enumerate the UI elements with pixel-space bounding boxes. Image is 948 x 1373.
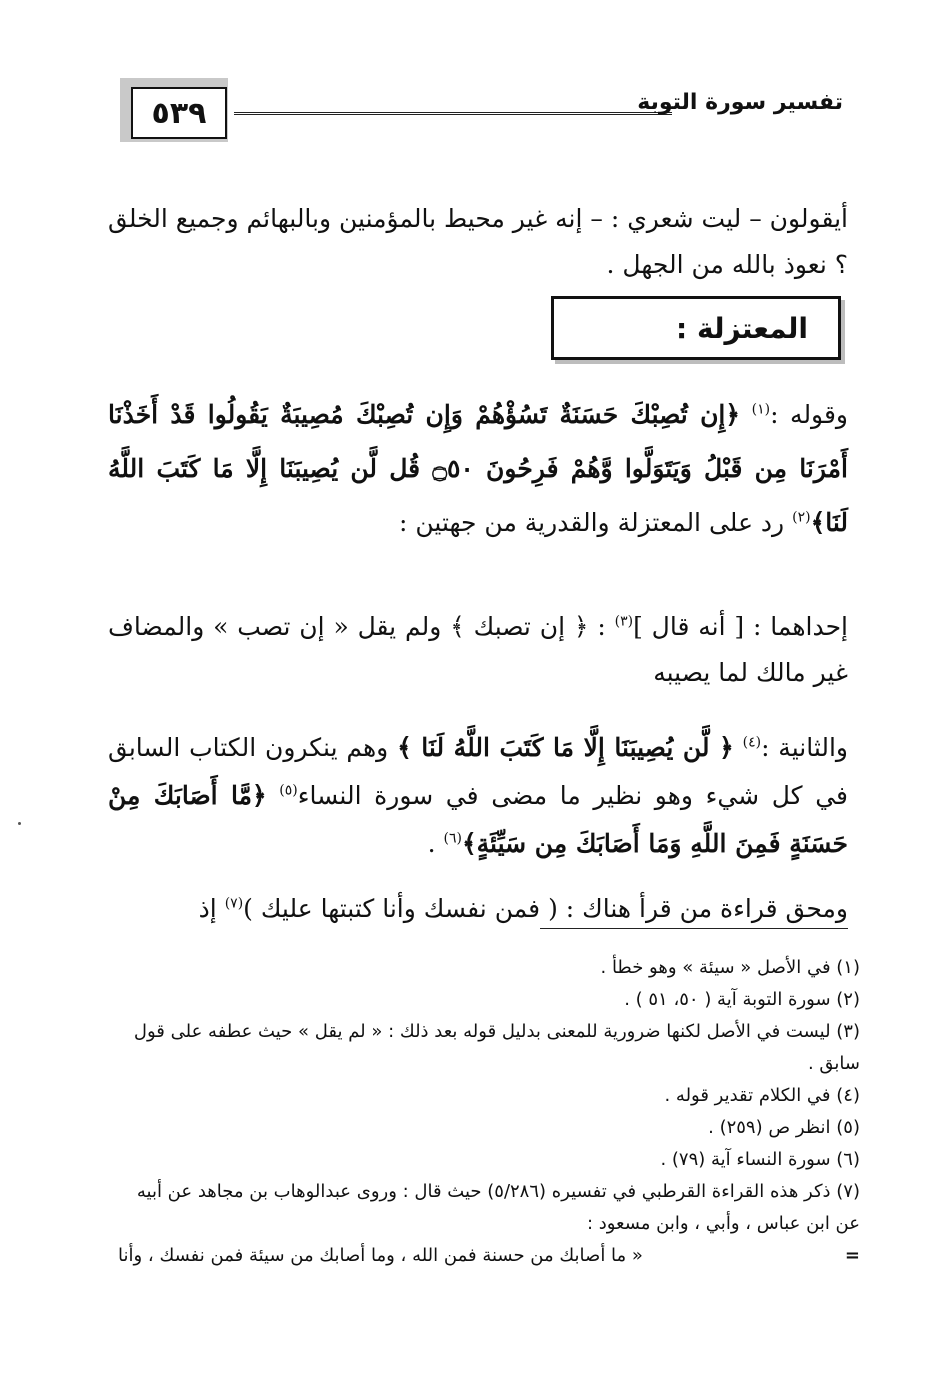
footnote-4: (٤) في الكلام تقدير قوله .: [664, 1085, 860, 1106]
verse-paragraph: [108, 388, 848, 550]
footnote-5: (٥) انظر ص (٢٥٩) .: [708, 1117, 860, 1138]
footnotes: [118, 952, 860, 1272]
page-number: ٥٣٩: [131, 87, 227, 139]
footnote-7-quote: « ما أصابك من حسنة فمن الله ، وما أصابك من سيئة فمن نفسك ، وأنا: [118, 1245, 643, 1266]
footnote-ref-5: (٥): [279, 782, 298, 799]
footnote-7: (٧) ذكر هذه القراءة القرطبي في تفسيره (٥/٢٨٦) حيث قال : وروى عبدالوهاب بن مجاهد عن أبيه عن ابن عباس ، وأبي ، وابن مسعود :: [136, 1181, 860, 1234]
footnote-7-continued: [118, 1240, 860, 1272]
second-point-lead: والثانية :: [761, 733, 849, 762]
footnote-ref-3: (٣): [614, 613, 634, 630]
first-point-paragraph: [108, 604, 848, 696]
intro-paragraph: أيقولون – ليت شعري : – إنه غير محيط بالمؤمنين وبالبهائم وجميع الخلق ؟ نعوذ بالله من الجهل .: [107, 204, 848, 279]
footnote-1: (١) في الأصل « سيئة » وهو خطأ .: [600, 957, 860, 978]
second-point-paragraph: [108, 724, 848, 868]
first-point-lead: إحداهما : [ أنه قال ]: [633, 612, 848, 641]
footnote-ref-4: (٤): [742, 734, 762, 751]
quran-verse: ﴿إِن تُصِبْكَ حَسَنَةٌ تَسُؤْهُمْ وَإِن تُصِبْكَ مُصِيبَةٌ يَقُولُوا قَدْ أَخَذْنَا أَمْرَنَا مِن قَبْلُ وَيَتَوَلَّوا وَّهُمْ فَرِحُونَ ۝٥٠ قُل لَّن يُصِيبَنَا إِلَّا مَا كَتَبَ اللَّهُ لَنَا﴾: [108, 400, 848, 537]
second-point-end: .: [427, 829, 436, 858]
continuation-mark: =: [844, 1245, 860, 1266]
scan-speck: [18, 822, 21, 825]
section-heading: [551, 296, 841, 360]
running-title: تفسير سورة التوبة: [637, 90, 843, 115]
quran-verse-3: ﴿مَّا أَصَابَكَ مِنْ حَسَنَةٍ فَمِنَ اللَّهِ وَمَا أَصَابَكَ مِن سَيِّئَةٍ﴾: [108, 781, 848, 858]
section-heading-text: المعتزلة :: [676, 311, 808, 345]
verse-lead: وقوله :: [770, 400, 848, 429]
footnote-ref-2: (٢): [792, 509, 811, 526]
footnote-2: (٢) سورة التوبة آية ( ٥٠، ٥١ ) .: [624, 989, 860, 1010]
footnote-separator: [540, 928, 848, 929]
last-tail: إذ: [198, 894, 217, 923]
quran-verse-2: ﴿ لَّن يُصِيبَنَا إِلَّا مَا كَتَبَ اللَّهُ لَنَا ﴾: [397, 733, 734, 762]
verse-tail: رد على المعتزلة والقدرية من جهتين :: [399, 508, 785, 537]
footnote-ref-7: (٧): [224, 895, 244, 912]
second-point-mid: وهم ينكرون الكتاب السابق في كل شيء وهو نظير ما مضى في سورة النساء: [108, 733, 848, 810]
footnote-ref-6: (٦): [443, 830, 462, 847]
footnote-6: (٦) سورة النساء آية (٧٩) .: [660, 1149, 860, 1170]
last-lead: ومحق قراءة من قرأ هناك : ( فمن نفسك وأنا كتبتها عليك ): [243, 894, 848, 923]
footnote-ref-1: (١): [751, 401, 771, 418]
first-point-tail: : ﴿ إن تصبك ﴾ ولم يقل « إن تصب » والمضاف غير مالك لما يصيبه: [108, 612, 848, 687]
last-paragraph: [108, 886, 848, 932]
footnote-3: (٣) ليست في الأصل لكنها ضرورية للمعنى بدليل قوله بعد ذلك : « لم يقل » حيث عطفه على قول سابق .: [133, 1021, 860, 1074]
